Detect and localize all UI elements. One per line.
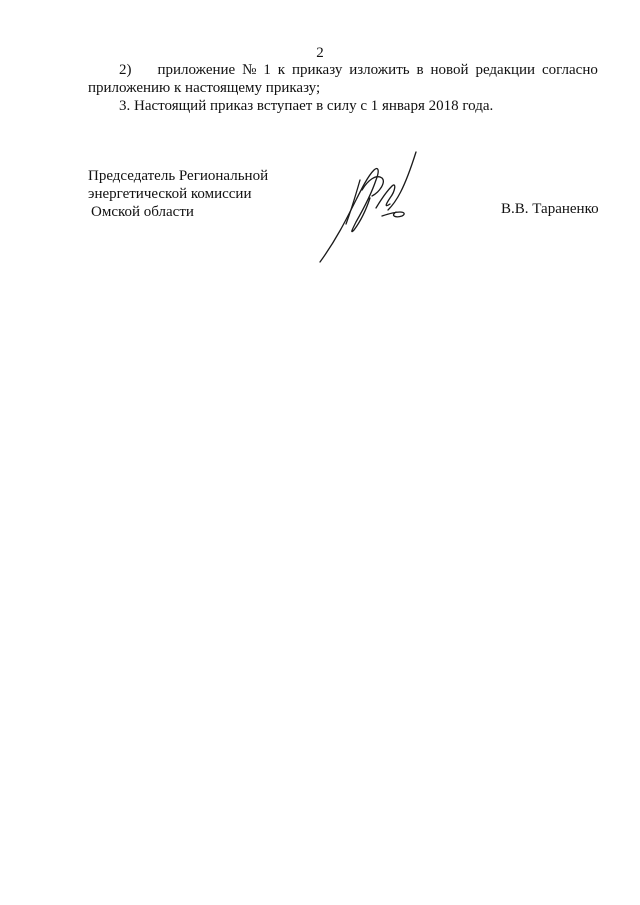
handwritten-signature [316,150,420,266]
signatory-title-line: Председатель Региональной [88,168,269,184]
item-2-word: согласно [541,62,598,78]
list-item-3: 3. Настоящий приказ вступает в силу с 1 января 2018 года. [119,98,494,114]
item-2-word: приложение [157,62,236,78]
item-2-lead [88,61,235,79]
page-number: 2 [316,45,324,61]
item-2-word: к [277,62,286,78]
signer-name: В.В. Тараненко [501,201,599,217]
item-2-word: новой [430,62,469,78]
item-2-word: 1 [263,62,271,78]
item-2-word: изложить [349,62,410,78]
item-2-word: приказу [291,62,343,78]
item-2-word: № [242,62,257,78]
item-2-word: редакции [475,62,536,78]
item-2-word: в [416,62,424,78]
item-2-first-line [88,61,598,79]
signatory-title-line: энергетической комиссии [88,186,252,202]
list-item-2 [88,61,598,97]
item-2-second-line: приложению к настоящему приказу; [88,80,321,96]
item-2-marker: 2) [119,62,132,78]
signatory-title-line: Омской области [91,204,194,220]
signatory-title [88,167,268,221]
